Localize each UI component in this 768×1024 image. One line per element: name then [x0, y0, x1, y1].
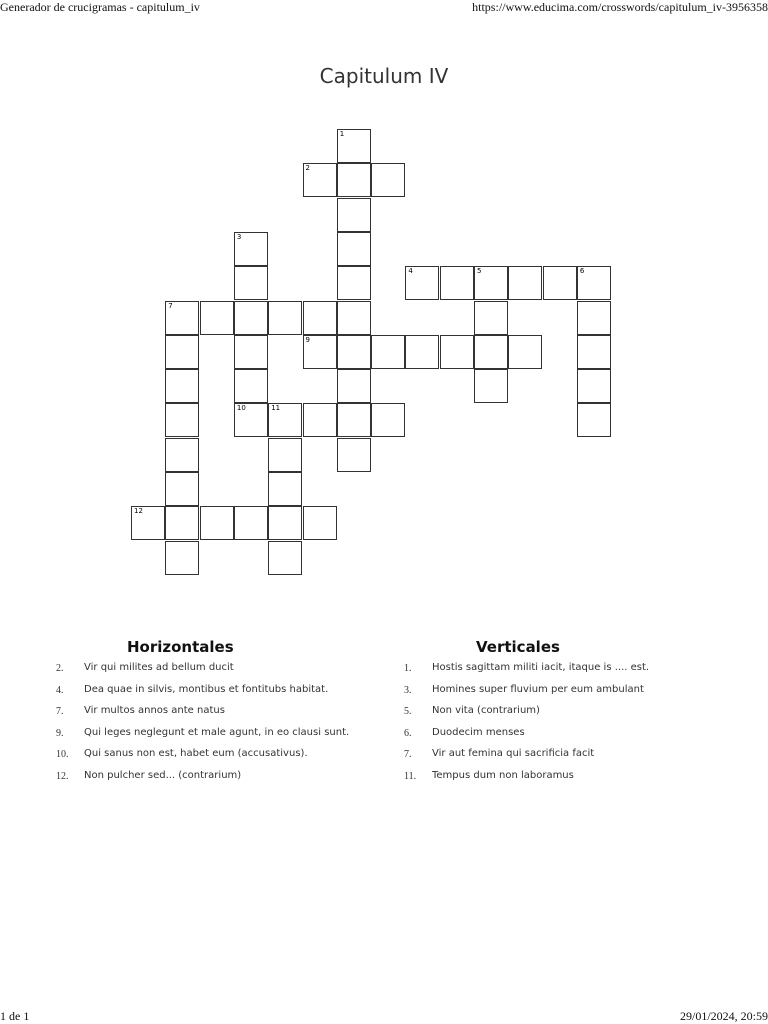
grid-cell	[577, 266, 611, 300]
clue-number: 7.	[56, 706, 64, 718]
grid-cell	[371, 403, 405, 437]
print-header-url: https://www.educima.com/crosswords/capitulum_iv-3956358	[472, 0, 768, 14]
clue-text: Vir aut femina qui sacrificia facit	[432, 748, 595, 760]
grid-cell	[337, 403, 371, 437]
print-footer-page: 1 de 1	[0, 1009, 30, 1023]
grid-cell	[337, 438, 371, 472]
clue-item	[404, 660, 744, 682]
clue-number-label: 9	[305, 335, 310, 344]
clue-number-label: 12	[134, 507, 143, 516]
clue-item	[404, 703, 744, 725]
grid-cell	[474, 335, 508, 369]
clue-text: Qui sanus non est, habet eum (accusativus).	[84, 748, 308, 760]
grid-cell	[577, 335, 611, 369]
clue-number: 2.	[56, 663, 64, 674]
grid-cell	[303, 506, 337, 540]
grid-cell	[268, 506, 302, 540]
clue-text: Vir multos annos ante natus	[84, 705, 225, 717]
clue-number: 12.	[56, 770, 69, 782]
clue-item	[56, 725, 376, 747]
clue-number: 3.	[404, 684, 412, 696]
print-header-title: Generador de crucigramas - capitulum_iv	[0, 0, 200, 14]
clue-item	[56, 660, 376, 682]
grid-cell	[165, 506, 199, 540]
verticales-clue-list	[404, 660, 744, 790]
grid-cell	[577, 301, 611, 335]
grid-cell	[508, 335, 542, 369]
clue-item	[404, 768, 744, 790]
grid-cell	[200, 506, 234, 540]
clue-number-label: 6	[579, 267, 585, 276]
grid-cell	[268, 301, 302, 335]
clue-number-label: 3	[236, 232, 242, 241]
clue-text: Duodecim menses	[432, 726, 525, 738]
clue-item	[404, 725, 744, 747]
clue-text: Vir qui milites ad bellum ducit	[84, 662, 234, 673]
clue-item	[404, 746, 744, 768]
clue-number-label: 11	[271, 404, 281, 413]
grid-cell	[234, 369, 268, 403]
grid-cell	[200, 301, 234, 335]
clue-text: Homines super fluvium per eum ambulant	[432, 683, 644, 695]
grid-cell	[165, 472, 199, 506]
clue-number: 9.	[56, 727, 64, 739]
clue-number: 4.	[56, 684, 64, 696]
grid-cell	[371, 163, 405, 197]
grid-cell	[234, 232, 268, 266]
clue-number-label: 5	[477, 267, 482, 276]
grid-cell	[543, 266, 577, 300]
grid-cell	[268, 472, 302, 506]
grid-cell	[371, 335, 405, 369]
clue-number-label: 1	[339, 130, 345, 138]
grid-cell	[577, 403, 611, 437]
clue-text: Qui leges neglegunt et male agunt, in eo clausi sunt.	[84, 726, 350, 738]
verticales-heading: Verticales	[476, 638, 560, 656]
clue-text: Non pulcher sed... (contrarium)	[84, 769, 242, 781]
grid-cell	[165, 403, 199, 437]
clue-number: 10.	[56, 749, 69, 761]
clue-item	[56, 768, 376, 790]
grid-cell	[337, 301, 371, 335]
grid-cell	[234, 301, 268, 335]
clue-number-label: 10	[236, 404, 246, 413]
grid-cell	[474, 301, 508, 335]
clue-number: 5.	[404, 706, 412, 718]
horizontales-heading: Horizontales	[127, 638, 234, 656]
grid-cell	[165, 541, 199, 575]
page-title: Capitulum IV	[319, 64, 449, 88]
grid-cell	[234, 506, 268, 540]
clue-number-label: 4	[408, 267, 413, 276]
grid-cell	[303, 163, 337, 197]
clue-text: Hostis sagittam militi iacit, itaque is .... est.	[432, 662, 650, 673]
grid-cell	[268, 438, 302, 472]
clue-item	[56, 682, 376, 704]
grid-cell	[165, 369, 199, 403]
grid-cell	[165, 438, 199, 472]
clue-number-label: 7	[168, 301, 173, 310]
print-footer-date: 29/01/2024, 20:59	[679, 1009, 768, 1023]
clue-text: Tempus dum non laboramus	[432, 769, 574, 781]
grid-cell	[303, 335, 337, 369]
grid-cell	[165, 301, 199, 335]
grid-cell	[474, 266, 508, 300]
grid-cell	[440, 335, 474, 369]
horizontales-clue-list	[56, 660, 376, 790]
grid-cell	[405, 266, 439, 300]
grid-cell	[474, 369, 508, 403]
grid-cell	[268, 403, 302, 437]
grid-cell	[405, 335, 439, 369]
grid-cell	[234, 403, 268, 437]
grid-cell	[577, 369, 611, 403]
clue-number: 1.	[404, 663, 412, 674]
grid-cell	[337, 129, 371, 163]
clue-text: Non vita (contrarium)	[432, 705, 540, 717]
grid-cell	[440, 266, 474, 300]
grid-cell	[303, 403, 337, 437]
clue-number: 7.	[404, 749, 412, 761]
grid-cell	[165, 335, 199, 369]
grid-cell	[508, 266, 542, 300]
clue-number: 6.	[404, 727, 412, 739]
grid-cell	[234, 335, 268, 369]
clue-number: 11.	[404, 770, 417, 782]
grid-cell	[303, 301, 337, 335]
clue-text: Dea quae in silvis, montibus et fontitubs habitat.	[84, 683, 329, 695]
grid-cell	[337, 232, 371, 266]
clue-item	[56, 746, 376, 768]
grid-cell	[234, 266, 268, 300]
clue-item	[404, 682, 744, 704]
grid-cell	[131, 506, 165, 540]
clue-item	[56, 703, 376, 725]
grid-cell	[337, 335, 371, 369]
clue-number-label: 2	[305, 164, 310, 173]
grid-cell	[337, 163, 371, 197]
grid-cell	[337, 369, 371, 403]
grid-cell	[268, 541, 302, 575]
grid-cell	[337, 266, 371, 300]
grid-cell	[337, 198, 371, 232]
